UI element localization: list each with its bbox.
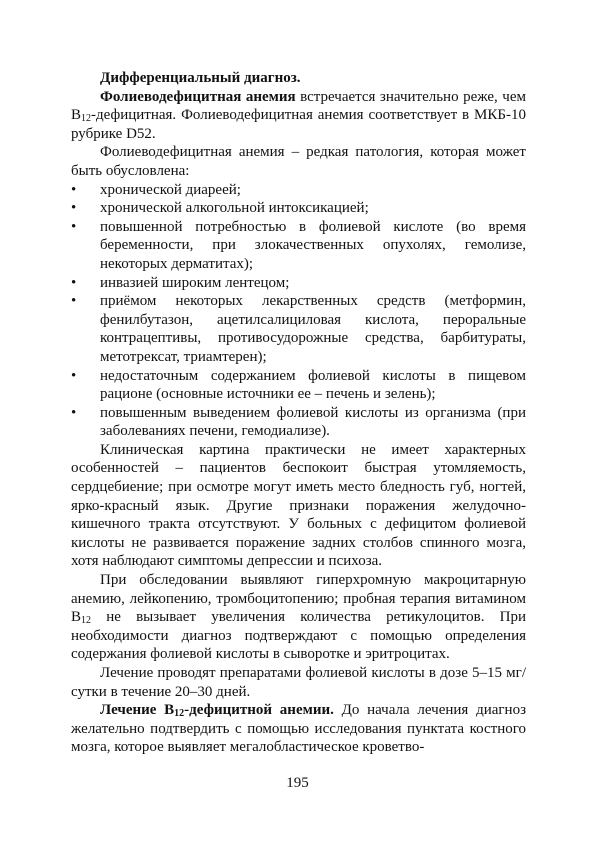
list-item-text: повышенной потребностью в фолиевой кислоте (во время беременности, при злокачественных опухолях, гемолизе, некоторых дерматитах); (100, 218, 526, 272)
bullet-icon: • (71, 181, 77, 198)
term-b12-subscript: 12 (174, 708, 185, 720)
list-item (71, 292, 526, 366)
bullet-icon: • (71, 274, 77, 291)
list-item (71, 218, 526, 274)
intro-subscript: 12 (81, 113, 92, 125)
term-b12-b: -дефицитной анемии. (184, 702, 334, 719)
paragraph-intro (71, 88, 526, 144)
list-item-text: приёмом некоторых лекарственных средств (метформин, фенилбутазон, ацетилсалициловая кислота, пероральные контрацептивы, противосудорожные средства, барбитураты, метотрексат, триамтерен); (100, 293, 526, 365)
bullet-icon: • (71, 404, 77, 421)
list-item (71, 199, 526, 218)
list-item-text: хронической алкогольной интоксикацией; (100, 200, 369, 217)
bullet-icon: • (71, 367, 77, 384)
list-item (71, 404, 526, 441)
paragraph-treatment: Лечение проводят препаратами фолиевой кислоты в дозе 5–15 мг/сутки в течение 20–30 дней. (71, 665, 526, 700)
page-body (71, 69, 526, 757)
bullet-icon: • (71, 293, 77, 310)
bullet-icon: • (71, 218, 77, 235)
list-item (71, 181, 526, 200)
term-b12-a: Лечение В (100, 702, 175, 719)
list-item-text: хронической диареей; (100, 181, 241, 198)
list-item-text: инвазией широким лентецом; (100, 274, 290, 291)
section-heading: Дифференциальный диагноз. (100, 70, 301, 86)
paragraph-examination (71, 571, 526, 664)
list-item (71, 367, 526, 404)
paragraph-causes-lead: Фолиеводефицитная анемия – редкая патология, которая может быть обусловлена: (71, 144, 526, 179)
list-item-text: недостаточным содержанием фолиевой кислоты в пищевом рационе (основные источники ее – печень и зелень); (100, 367, 526, 403)
bullet-icon: • (71, 200, 77, 217)
exam-text-a: При обследовании выявляют гиперхромную макроцитарную анемию, лейкопению, тромбоцитопению; пробная терапия витамином В (71, 572, 526, 626)
causes-list (71, 181, 526, 441)
term-folate-anemia: Фолиеводефицитная анемия (100, 88, 296, 105)
intro-text-a: встречается значительно реже, чем В (71, 88, 526, 124)
list-item-text: повышенным выведением фолиевой кислоты из организма (при заболеваниях печени, гемодиализе). (100, 404, 526, 440)
b12-text: До начала лечения диагноз желательно подтвердить с помощью исследования пунктата костного мозга, которое выявляет мегалобластическое кроветво- (71, 702, 526, 756)
paragraph-b12-treatment (71, 701, 526, 757)
exam-subscript: 12 (81, 615, 92, 627)
intro-text-b: -дефицитная. Фолиеводефицитная анемия соответствует в МКБ-10 рубрике D52. (71, 107, 526, 142)
list-item (71, 274, 526, 293)
exam-text-b: не вызывает увеличения количества ретикулоцитов. При необходимости диагноз подтверждают с помощью определения содержания фолиевой кислоты в сыворотке и эритроцитах. (71, 609, 526, 663)
page-number: 195 (286, 775, 309, 791)
paragraph-clinical-picture: Клиническая картина практически не имеет характерных особенностей – пациентов беспокоит быстрая утомляемость, сердцебиение; при осмотре могут иметь место бледность губ, ногтей, ярко-красный язык. Другие признаки поражения желудочно-кишечного тракта отсутствуют. У больных с дефицитом фолиевой кислоты не развивается поражение задних столбов спинного мозга, хотя наблюдают симптомы депрессии и психоза. (71, 441, 526, 570)
